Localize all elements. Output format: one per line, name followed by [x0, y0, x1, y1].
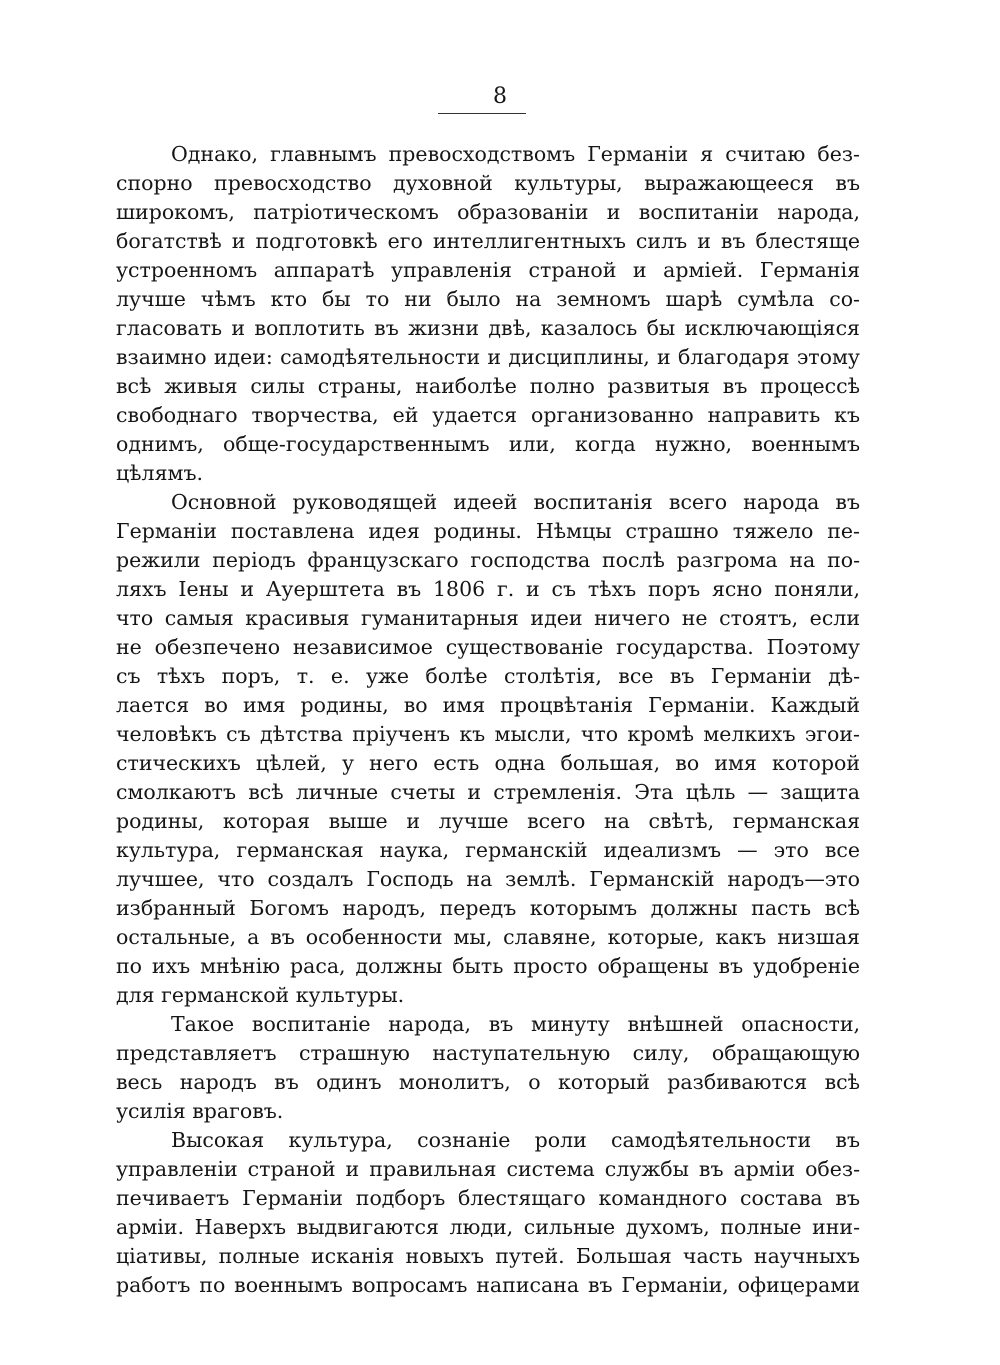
text-line: культура, германская наука, германскій идеализмъ — это все — [116, 838, 860, 862]
text-line: для германской культуры. — [116, 983, 405, 1007]
text-line: Однако, главнымъ превосходствомъ Германіи я считаю без- — [171, 142, 860, 166]
text-line: работъ по военнымъ вопросамъ написана въ Германіи, офицерами — [116, 1273, 860, 1297]
text-line: гласовать и воплотить въ жизни двѣ, казалось бы исключающіяся — [116, 316, 860, 340]
text-line: широкомъ, патріотическомъ образованіи и воспитаніи народа, — [116, 200, 860, 224]
body-text — [116, 140, 860, 1300]
text-line: по ихъ мнѣнію раса, должны быть просто обращены въ удобреніе — [116, 954, 860, 978]
text-line: всѣ живыя силы страны, наиболѣе полно развитыя въ процессѣ — [116, 374, 860, 398]
paragraph — [116, 488, 860, 1010]
text-line: съ тѣхъ поръ, т. е. уже болѣе столѣтія, все въ Германіи дѣ- — [116, 664, 860, 688]
text-line: представляетъ страшную наступательную силу, обращающую — [116, 1041, 860, 1065]
text-line: спорно превосходство духовной культуры, выражающееся въ — [116, 171, 860, 195]
text-line: человѣкъ съ дѣтства пріученъ къ мысли, что кромѣ мелкихъ эгои- — [116, 722, 860, 746]
text-line: цѣлямъ. — [116, 461, 204, 485]
text-line: смолкаютъ всѣ личные счеты и стремленія. Эта цѣль — защита — [116, 780, 860, 804]
paragraph — [116, 1126, 860, 1300]
text-line: арміи. Наверхъ выдвигаются люди, сильные духомъ, полные ини- — [116, 1215, 860, 1239]
text-line: остальные, а въ особенности мы, славяне, которые, какъ низшая — [116, 925, 860, 949]
text-line: устроенномъ аппаратѣ управленія страной и арміей. Германія — [116, 258, 860, 282]
text-line: богатствѣ и подготовкѣ его интеллигентныхъ силъ и въ блестяще — [116, 229, 860, 253]
text-line: усилія враговъ. — [116, 1099, 284, 1123]
text-line: свободнаго творчества, ей удается организованно направить къ — [116, 403, 860, 427]
text-line: весь народъ въ одинъ монолитъ, о который разбиваются всѣ — [116, 1070, 860, 1094]
page-number: 8 — [493, 84, 507, 109]
paragraph — [116, 1010, 860, 1126]
text-line: Основной руководящей идеей воспитанія всего народа въ — [171, 490, 860, 514]
text-line: лучше чѣмъ кто бы то ни было на земномъ шарѣ сумѣла со- — [116, 287, 860, 311]
text-line: Высокая культура, сознаніе роли самодѣятельности въ — [171, 1128, 860, 1152]
paragraph — [116, 140, 860, 488]
text-line: не обезпечено независимое существованіе государства. Поэтому — [116, 635, 860, 659]
text-line: ляхъ Іены и Ауерштета въ 1806 г. и съ тѣхъ поръ ясно поняли, — [116, 577, 860, 601]
text-line: лается во имя родины, во имя процвѣтанія Германіи. Каждый — [116, 693, 860, 717]
text-line: лучшее, что создалъ Господь на землѣ. Германскій народъ—это — [116, 867, 860, 891]
page-number-rule — [438, 113, 526, 114]
text-line: управленіи страной и правильная система службы въ арміи обез- — [116, 1157, 860, 1181]
text-line: избранный Богомъ народъ, передъ которымъ должны пасть всѣ — [116, 896, 860, 920]
text-line: ціативы, полные исканія новыхъ путей. Большая часть научныхъ — [116, 1244, 860, 1268]
text-line: что самыя красивыя гуманитарныя идеи ничего не стоятъ, если — [116, 606, 860, 630]
text-line: печиваетъ Германіи подборъ блестящаго командного состава въ — [116, 1186, 860, 1210]
text-line: однимъ, обще-государственнымъ или, когда нужно, военнымъ — [116, 432, 860, 456]
text-line: Такое воспитаніе народа, въ минуту внѣшней опасности, — [171, 1012, 860, 1036]
text-line: режили періодъ французскаго господства послѣ разгрома на по- — [116, 548, 860, 572]
text-line: Германіи поставлена идея родины. Нѣмцы страшно тяжело пе- — [116, 519, 860, 543]
text-line: взаимно идеи: самодѣятельности и дисциплины, и благодаря этому — [116, 345, 860, 369]
text-line: родины, которая выше и лучше всего на свѣтѣ, германская — [116, 809, 860, 833]
text-line: стическихъ цѣлей, у него есть одна большая, во имя которой — [116, 751, 860, 775]
